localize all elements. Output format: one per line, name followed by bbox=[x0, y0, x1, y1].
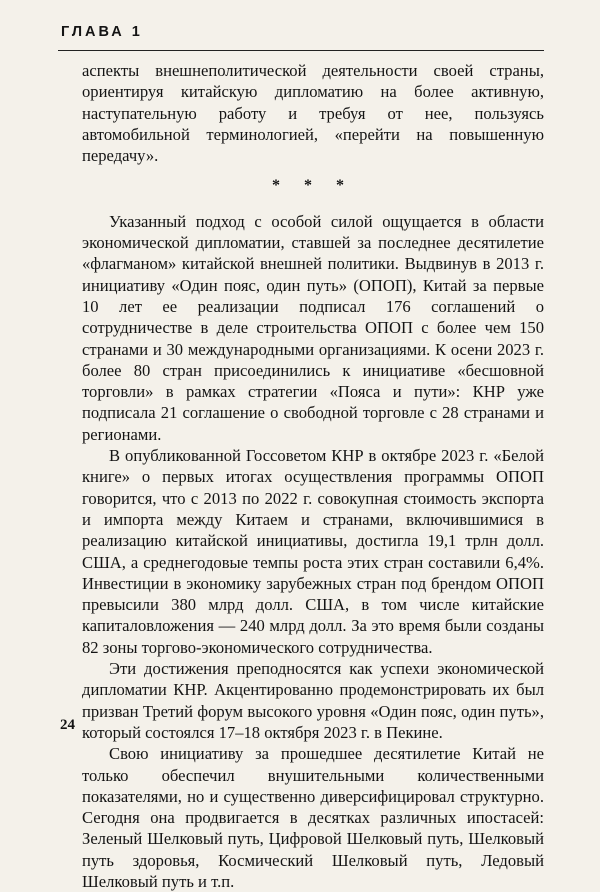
header-rule bbox=[58, 50, 544, 51]
section-separator: * * * bbox=[272, 177, 354, 195]
running-header: ГЛАВА 1 bbox=[61, 24, 143, 40]
paragraph: Эти достижения преподносятся как успехи экономической дипломатии КНР. Акцентированно продемонстрировать их был призван Третий форум высокого уровня «Один пояс, один путь», который состоялся 17–18 октября 2023 г. в Пекине. bbox=[82, 659, 544, 742]
page-number: 24 bbox=[60, 717, 75, 733]
paragraph: Свою инициативу за прошедшее десятилетие Китай не только обеспечил внушительными количественными показателями, но и существенно диверсифицировал структурно. Сегодня она продвигается в десятках различных ипостасей: Зеленый Шелковый путь, Цифровой Шелковый путь, Шелковый путь здоровья, Космический Шелковый путь, Ледовый Шелковый путь и т.п. bbox=[82, 744, 544, 891]
paragraph: Указанный подход с особой силой ощущается в области экономической дипломатии, ставшей за последнее десятилетие «флагманом» китайской внешней политики. Выдвинув в 2013 г. инициативу «Один пояс, один путь» (ОПОП), Китай за первые 10 лет ее реализации подписал 176 соглашений о сотрудничестве в деле строительства ОПОП с более чем 150 странами и 30 международными организациями. К осени 2023 г. более 80 стран присоединились к инициативе «бесшовной торговли» в рамках стратегии «Пояса и пути»: КНР уже подписала 21 соглашение о свободной торговле с 28 странами и регионами. bbox=[82, 211, 544, 444]
paragraph: В опубликованной Госсоветом КНР в октябре 2023 г. «Белой книге» о первых итогах осуществления программы ОПОП говорится, что с 2013 по 2022 г. совокупная стоимость экспорта и импорта между Китаем и странами, включившимися в реализацию китайской инициативы, достигла 19,1 трлн долл. США, а среднегодовые темпы роста этих стран составили 6,4%. Инвестиции в экономику зарубежных стран под брендом ОПОП превысили 380 млрд долл. США, в том числе китайские капиталовложения — 240 млрд долл. За это время были созданы 82 зоны торгово-экономического сотрудничества. bbox=[82, 446, 544, 657]
body-text bbox=[82, 60, 544, 892]
paragraph: аспекты внешнеполитической деятельности своей страны, ориентируя китайскую дипломатию на более активную, наступательную работу и требуя от нее, пользуясь автомобильной терминологией, «перейти на повышенную передачу». bbox=[82, 61, 544, 166]
